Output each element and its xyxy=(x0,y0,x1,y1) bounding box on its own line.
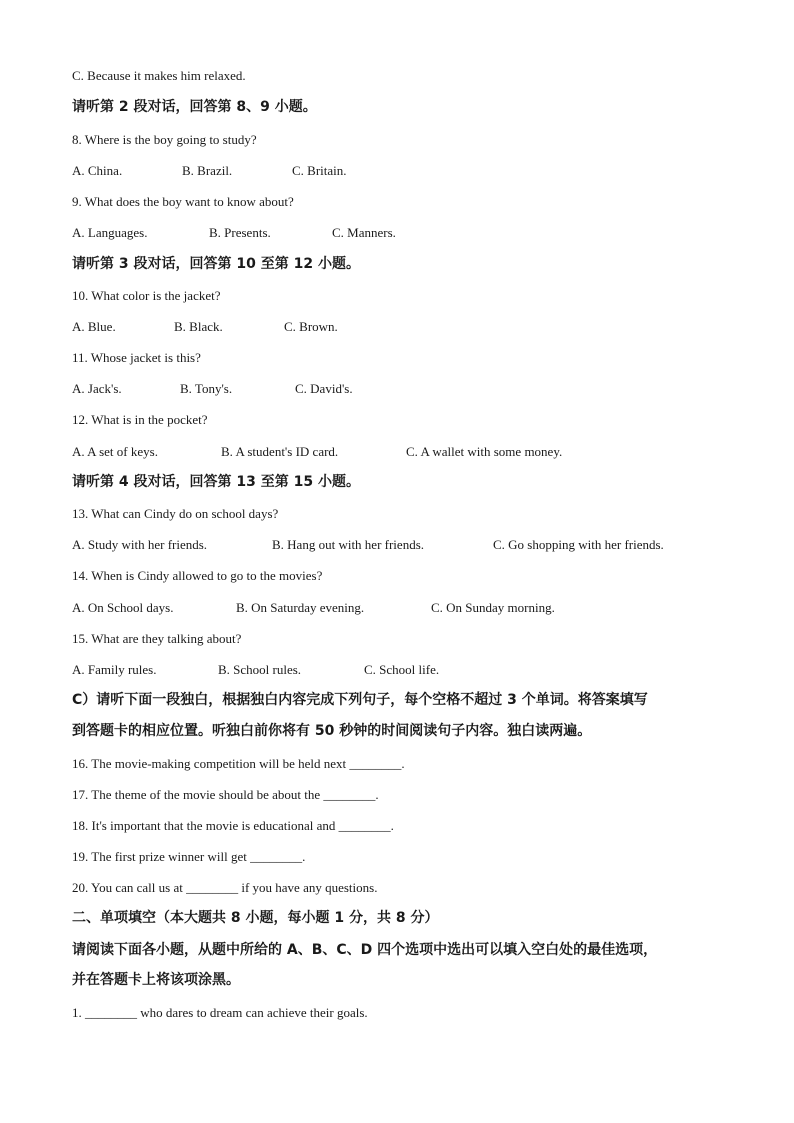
q14-option-b: B. On Saturday evening. xyxy=(236,600,365,615)
q15-option-c: C. School life. xyxy=(364,662,440,677)
partC-item-19: 19. The first prize winner will get ________. xyxy=(72,849,306,864)
q13-option-b: B. Hang out with her friends. xyxy=(272,537,425,552)
q10-option-c: C. Brown. xyxy=(284,319,338,334)
q12-option-c: C. A wallet with some money. xyxy=(406,444,563,459)
q8-option-a: A. China. xyxy=(72,163,123,178)
q10-options xyxy=(72,319,338,335)
q11-option-b: B. Tony's. xyxy=(180,381,233,396)
part2-instruction-line2: 并在答题卡上将该项涂黑。 xyxy=(72,972,240,988)
q8-question: 8. Where is the boy going to study? xyxy=(72,132,257,147)
partC-instruction-line2: 到答题卡的相应位置。听独白前你将有 50 秒钟的时间阅读句子内容。独白读两遍。 xyxy=(72,723,592,739)
q15-option-a: A. Family rules. xyxy=(72,662,157,677)
q7-option-c: C. Because it makes him relaxed. xyxy=(72,68,246,83)
q15-question: 15. What are they talking about? xyxy=(72,631,242,646)
q12-option-b: B. A student's ID card. xyxy=(221,444,339,459)
q15-option-b: B. School rules. xyxy=(218,662,302,677)
q11-option-a: A. Jack's. xyxy=(72,381,122,396)
part2-q1: 1. ________ who dares to dream can achieve their goals. xyxy=(72,1005,368,1020)
q9-option-b: B. Presents. xyxy=(209,225,271,240)
q12-question: 12. What is in the pocket? xyxy=(72,412,208,427)
q13-question: 13. What can Cindy do on school days? xyxy=(72,506,279,521)
q14-options xyxy=(72,600,555,616)
q10-option-a: A. Blue. xyxy=(72,319,116,334)
q13-option-c: C. Go shopping with her friends. xyxy=(493,537,664,552)
q8-option-c: C. Britain. xyxy=(292,163,347,178)
part2-instruction-line1: 请阅读下面各小题，从题中所给的 A、B、C、D 四个选项中选出可以填入空白处的最佳选项， xyxy=(72,942,658,958)
q14-option-c: C. On Sunday morning. xyxy=(431,600,555,615)
section2-heading: 请听第 2 段对话，回答第 8、9 小题。 xyxy=(72,99,317,115)
q14-question: 14. When is Cindy allowed to go to the movies? xyxy=(72,568,323,583)
q14-option-a: A. On School days. xyxy=(72,600,174,615)
q11-question: 11. Whose jacket is this? xyxy=(72,350,201,365)
q8-option-b: B. Brazil. xyxy=(182,163,233,178)
q10-option-b: B. Black. xyxy=(174,319,223,334)
q13-option-a: A. Study with her friends. xyxy=(72,537,208,552)
partC-item-17: 17. The theme of the movie should be about the ________. xyxy=(72,787,379,802)
part2-title: 二、单项填空（本大题共 8 小题，每小题 1 分，共 8 分） xyxy=(72,910,439,926)
q10-question: 10. What color is the jacket? xyxy=(72,288,221,303)
partC-item-18: 18. It's important that the movie is educational and ________. xyxy=(72,818,394,833)
section3-heading: 请听第 3 段对话，回答第 10 至第 12 小题。 xyxy=(72,256,360,272)
partC-item-16: 16. The movie-making competition will be held next ________. xyxy=(72,756,405,771)
q11-options xyxy=(72,381,353,397)
q13-options xyxy=(72,537,664,553)
q12-option-a: A. A set of keys. xyxy=(72,444,158,459)
q12-options xyxy=(72,444,562,460)
q9-option-c: C. Manners. xyxy=(332,225,396,240)
section4-heading: 请听第 4 段对话，回答第 13 至第 15 小题。 xyxy=(72,474,360,490)
q11-option-c: C. David's. xyxy=(295,381,353,396)
q15-options xyxy=(72,662,439,678)
q9-question: 9. What does the boy want to know about? xyxy=(72,194,294,209)
q8-options xyxy=(72,163,347,179)
partC-item-20: 20. You can call us at ________ if you have any questions. xyxy=(72,880,378,895)
q9-option-a: A. Languages. xyxy=(72,225,148,240)
partC-instruction-line1: C）请听下面一段独白，根据独白内容完成下列句子，每个空格不超过 3 个单词。将答案填写 xyxy=(72,692,648,708)
q9-options xyxy=(72,225,396,241)
